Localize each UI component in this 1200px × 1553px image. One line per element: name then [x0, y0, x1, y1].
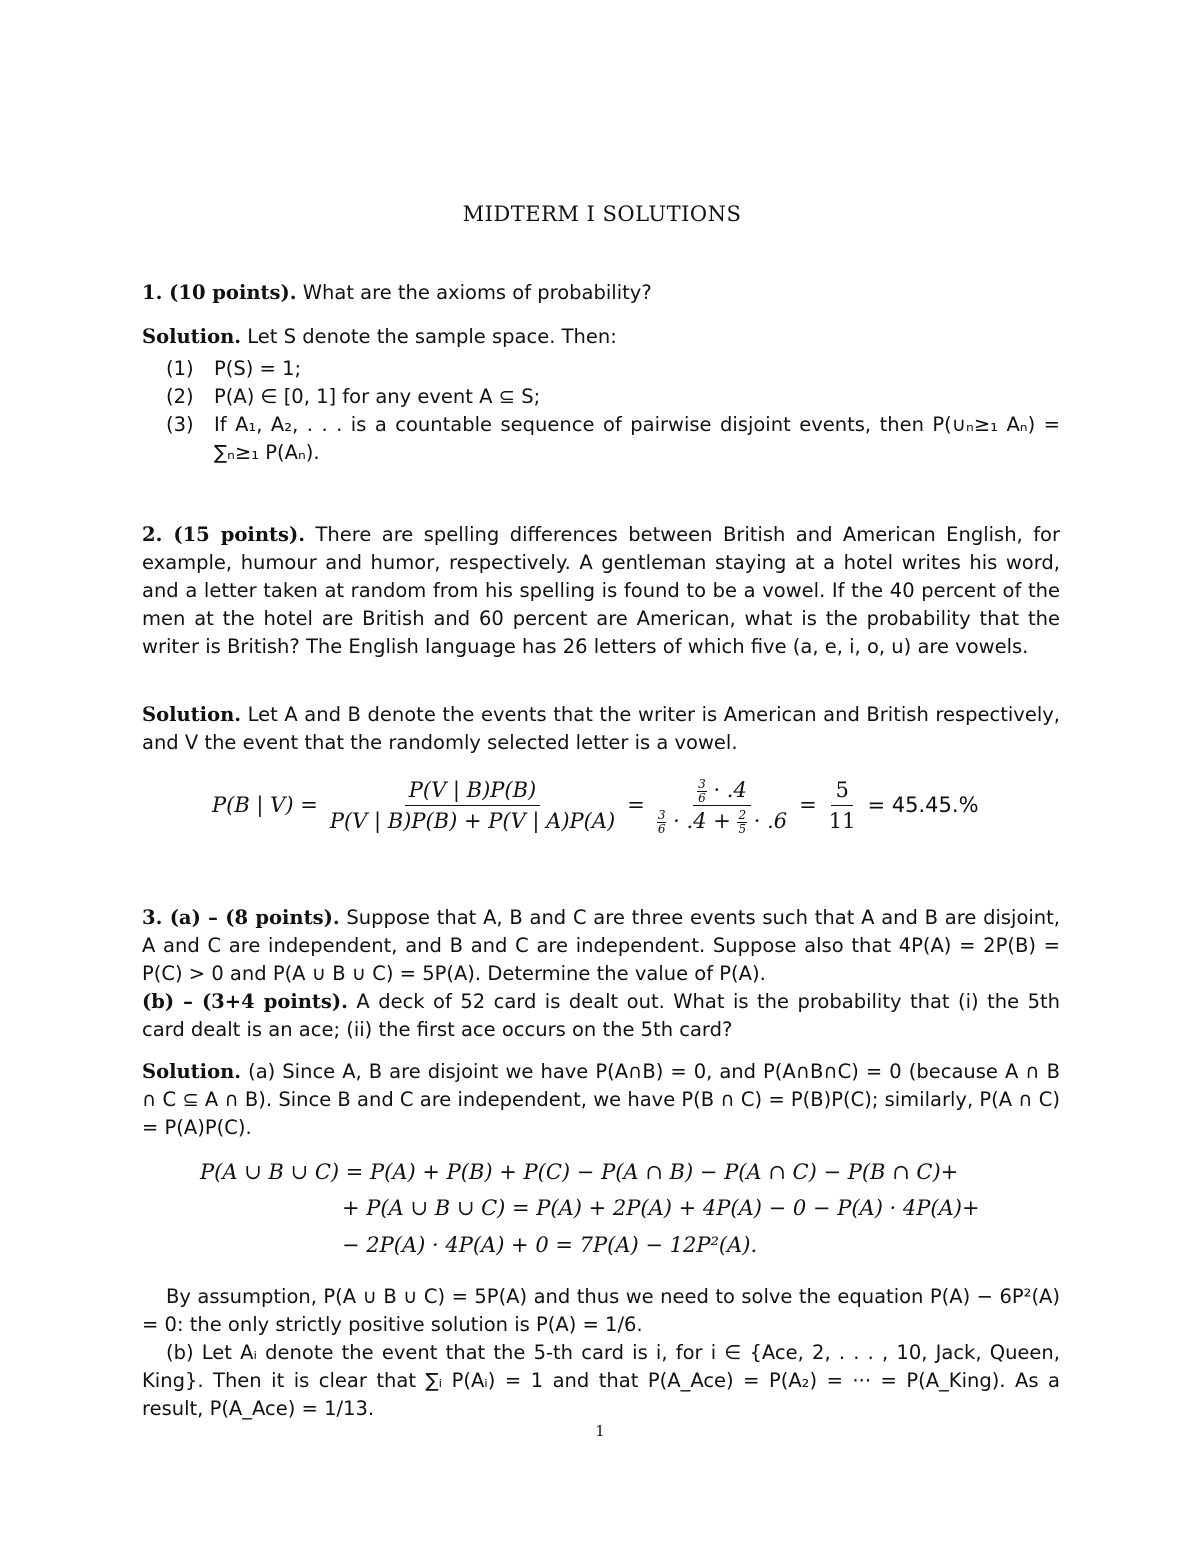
- question-2: [142, 521, 1060, 661]
- question-3b-text: A deck of 52 card is dealt out. What is the probability that (i) the 5th card dealt is an ace; (ii) the first ace occurs on the 5th card?: [142, 990, 1061, 1041]
- solution-1-intro: Let S denote the sample space. Then:: [247, 325, 617, 348]
- solution-3-label: Solution.: [142, 1060, 242, 1083]
- solution-1: [142, 323, 1060, 467]
- question-2-label: 2. (15 points).: [142, 523, 306, 546]
- solution-2: [142, 701, 1060, 757]
- page-number: 1: [595, 1422, 605, 1440]
- question-3a-text: Suppose that A, B and C are three events such that A and B are disjoint, A and C are independent, and B and C are independent. Suppose also that 4P(A) = 2P(B) = P(C) > 0 and P(A ∪ B ∪ C) = 5P(A). Determine the value of P(A).: [142, 906, 1060, 985]
- axiom-item: (3) If A₁, A₂, . . . is a countable sequence of pairwise disjoint events, then P(∪ₙ≥₁ Aₙ) = ∑ₙ≥₁ P(Aₙ).: [166, 413, 1060, 464]
- question-3b-label: (b) – (3+4 points).: [142, 990, 348, 1013]
- solution-2-label: Solution.: [142, 703, 242, 726]
- expansion-line-3: − 2P(A) · 4P(A) + 0 = 7P(A) − 12P²(A).: [342, 1233, 758, 1257]
- expansion-line-1: P(A ∪ B ∪ C) = P(A) + P(B) + P(C) − P(A ∩ B) − P(A ∩ C) − P(B ∩ C)+: [200, 1160, 959, 1184]
- bayes-result-fraction: $\frac{5}{11}$: [825, 775, 860, 836]
- bayes-numeric-fraction: $\frac{3}{6}$ · .4 $\frac{3}{6}$ · .4 + $\frac{2}{5}$ · .6: [657, 776, 788, 836]
- page-title: MIDTERM I SOLUTIONS: [462, 202, 742, 226]
- question-1-text: What are the axioms of probability?: [302, 281, 652, 304]
- solution-3a-conclusion: By assumption, P(A ∪ B ∪ C) = 5P(A) and thus we need to solve the equation P(A) − 6P²(A) = 0: the only strictly positive solution is P(A) = 1/6.: [142, 1285, 1060, 1336]
- axiom-item: (1) P(S) = 1;: [166, 357, 302, 380]
- solution-3-conclusion: [142, 1283, 1060, 1423]
- bayes-equation: P(B | V) = $\frac{P(V | B)P(B)}{P(V | B)P(B) + P(V | A)P(A)}$ = $\frac{3}{6}$ · .4 $\frac{3}{6}$ · .4 + $\frac{2}{5}$ · .6 = $\frac{5}{11}$ = 45.45.%: [212, 776, 979, 836]
- solution-1-label: Solution.: [142, 325, 242, 348]
- axiom-item: (2) P(A) ∈ [0, 1] for any event A ⊆ S;: [166, 385, 541, 408]
- question-3a-label: 3. (a) – (8 points).: [142, 906, 340, 929]
- solution-3a-text: (a) Since A, B are disjoint we have P(A∩B) = 0, and P(A∩B∩C) = 0 (because A ∩ B ∩ C ⊆ A ∩ B). Since B and C are independent, we have P(B ∩ C) = P(B)P(C); similarly, P(A ∩ C) = P(A)P(C).: [142, 1060, 1060, 1139]
- bayes-fraction: $\frac{P(V | B)P(B)}{P(V | B)P(B) + P(V | A)P(A)}$: [326, 775, 619, 836]
- question-2-text: There are spelling differences between British and American English, for example, humour and humor, respectively. A gentleman staying at a hotel writes his word, and a letter taken at random from his spelling is found to be a vowel. If the 40 percent of the men at the hotel are British and 60 percent are American, what is the probability that the writer is British? The English language has 26 letters of which five (a, e, i, o, u) are vowels.: [142, 523, 1061, 658]
- axiom-list: [142, 355, 1060, 467]
- solution-3b-text: (b) Let Aᵢ denote the event that the 5-th card is i, for i ∈ {Ace, 2, . . . , 10, Jack, Queen, King}. Then it is clear that ∑ᵢ P(Aᵢ) = 1 and that P(A_Ace) = P(A₂) = ··· = P(A_King). As a result, P(A_Ace) = 1/13.: [142, 1341, 1060, 1420]
- question-1: [142, 279, 1060, 307]
- expansion-line-2: + P(A ∪ B ∪ C) = P(A) + 2P(A) + 4P(A) − 0 − P(A) · 4P(A)+: [342, 1196, 980, 1220]
- question-3: [142, 904, 1060, 1044]
- solution-3a: [142, 1058, 1060, 1142]
- question-1-label: 1. (10 points).: [142, 281, 297, 304]
- solution-2-text: Let A and B denote the events that the writer is American and British respectively, and V the event that the randomly selected letter is a vowel.: [142, 703, 1060, 754]
